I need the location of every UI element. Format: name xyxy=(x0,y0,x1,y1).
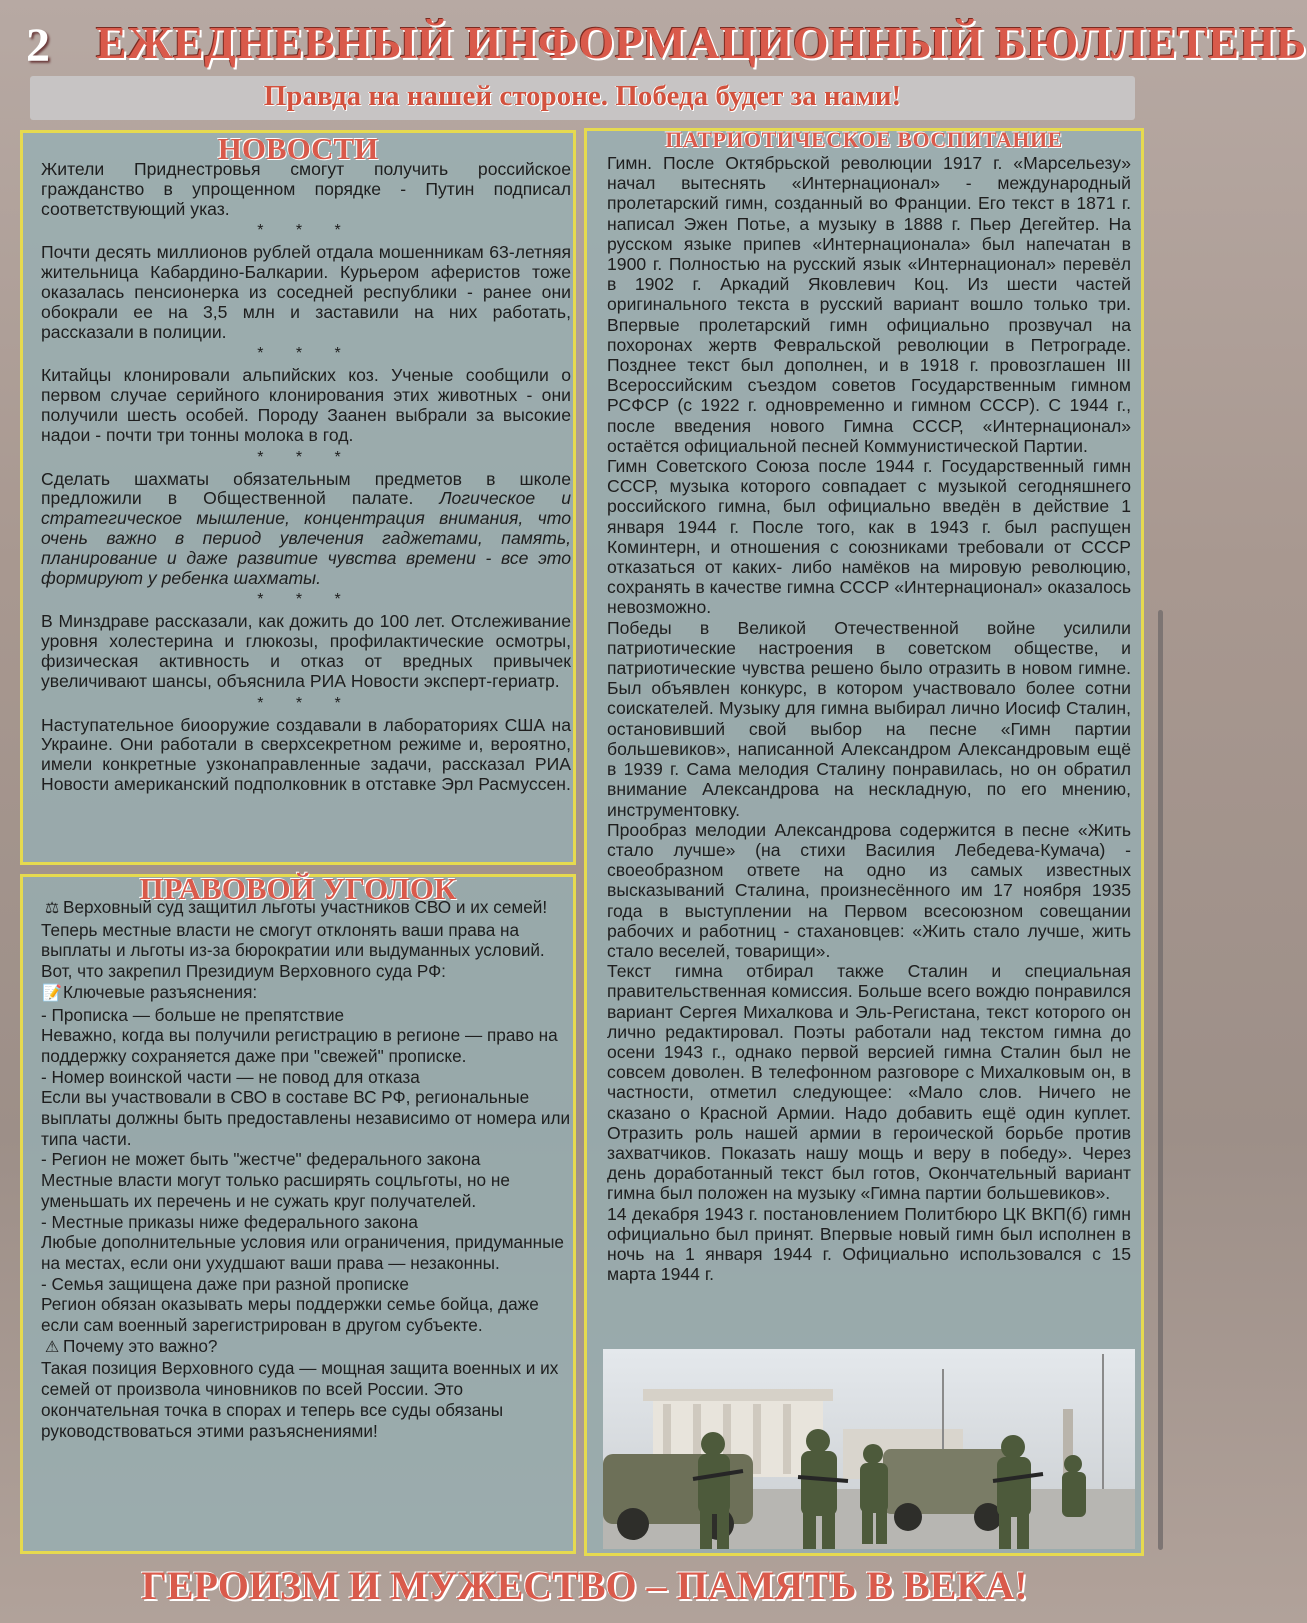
legal-line-text: Неважно, когда вы получили регистрацию в регионе — право на поддержку сохраняется даже при "свежей" прописке. xyxy=(41,1025,558,1066)
legal-line xyxy=(41,1232,571,1273)
slogan-band xyxy=(30,76,1135,120)
legal-line-text: - Номер воинской части — не повод для отказа xyxy=(41,1066,420,1087)
footer-title: ГЕРОИЗМ И МУЖЕСТВО – ПАМЯТЬ В ВЕКА! xyxy=(141,1563,1028,1608)
chess-text: Сделать шахматы обязательным предметов в школе предложили в Общественной палате. xyxy=(41,468,571,509)
chess-italic-text: Логическое и стратегическое мышление, концентрация внимания, что очень важно в период увлечения гаджетами, память, планирование и даже развитие чувства времени - все это формируют у ребенка шахматы. xyxy=(41,488,571,588)
legal-line-text: - Местные приказы ниже федерального закона xyxy=(41,1211,418,1232)
legal-line xyxy=(41,1087,571,1149)
warning-icon: ⚠ xyxy=(44,1338,60,1356)
legal-line-text: Любые дополнительные условия или ограничения, придуманные на местах, если они ухудшают ваши права — незаконны. xyxy=(41,1232,564,1273)
legal-line xyxy=(41,1358,571,1441)
bulletin-title: ЕЖЕДНЕВНЫЙ ИНФОРМАЦИОННЫЙ БЮЛЛЕТЕНЬ xyxy=(96,17,1307,68)
patriot-paragraph: 14 декабря 1943 г. постановлением Политбюро ЦК ВКП(б) гимн официально был принят. Впервые новый гимн был исполнен в ночь на 1 января 1944 г. Официально использовался с 15 марта 1944 г. xyxy=(607,1203,1131,1285)
legal-line-text: Теперь местные власти не смогут отклонять ваши права на выплаты и льготы из-за бюрократии или выдуманных условий. Вот, что закрепил Президиум Верховного суда РФ: xyxy=(41,919,545,982)
separator: * * * xyxy=(257,448,355,466)
legal-line xyxy=(41,1212,571,1233)
memo-icon: 📝 xyxy=(42,984,62,1002)
news-item: Китайцы клонировали альпийских коз. Ученые сообщили о первом случае серийного клонирования этих животных - они получили шесть особей. Породу Заанен выбрали за высокие надои - почти три тонны молока в год. xyxy=(41,365,571,445)
legal-line-text: Местные власти могут только расширять соцльготы, но не уменьшать их перечень и не сужать круг получателей. xyxy=(41,1170,510,1211)
legal-line xyxy=(41,1336,571,1359)
legal-line xyxy=(41,920,571,982)
patriot-paragraph: Гимн Советского Союза после 1944 г. Государственный гимн СССР, музыка которого совпадает с музыкой сегодняшнего российского гимна, был официально введён в действие 1 января 1944 г. После того, как в 1943 г. был распущен Коминтерн, и отношения с союзниками требовали от СССР отказаться от каких- либо намёков на мировую революцию, сохранять в качестве гимна СССР «Интернационал» оказалось невозможно. xyxy=(607,456,1131,618)
news-item: В Минздраве рассказали, как дожить до 100 лет. Отслеживание уровня холестерина и глюкозы, профилактические осмотры, физическая активность и отказ от вредных привычек увеличивают шансы, объяснила РИА Новости эксперт-гериатр. xyxy=(41,611,571,691)
legal-line xyxy=(41,1274,571,1295)
legal-line-text: Регион обязан оказывать меры поддержки семье бойца, даже если сам военный зарегистрирован в другом субъекте. xyxy=(41,1294,539,1336)
legal-line xyxy=(41,1170,571,1211)
patriot-paragraph: Победы в Великой Отечественной войне усилили патриотические настроения в советском обществе, и патриотические чувства решено было отразить в новом гимне. Был объявлен конкурс, в котором участвовало более сотни соискателей. Музыку для гимна выбирал лично Иосиф Сталин, остановивший свой выбор на песне «Гимн партии большевиков», написанной Александром Александровым ещё в 1939 г. Сама мелодия Сталину понравилась, но он обратил внимание Александрова на нескладную, по его мнению, инструментовку. xyxy=(607,617,1131,820)
legal-line-text: Ключевые разъяснения: xyxy=(63,981,258,1002)
soldiers-photo xyxy=(603,1349,1135,1549)
legal-line xyxy=(41,1067,571,1088)
scales-icon: ⚖ xyxy=(44,900,60,917)
patriot-paragraph: Текст гимна отбирал также Сталин и специальная правительственная комиссия. Больше всего вождю понравился вариант Сергея Михалкова и Эль-Регистана, текст которого он лично редактировал. Поэты работали над текстом гимна до осени 1943 г., однако первой версией гимна Сталин был не совсем доволен. В телефонном разговоре с Михалковым он, в частности, отметил следующее: «Мало слов. Ничего не сказано о Красной Армии. Надо добавить ещё один куплет. Отразить роль нашей армии в героической борьбе против захватчиков. Показать нашу мощь и веру в победу». Через день доработанный текст был готов, Окончательный вариант гимна был положен на музыку «Гимна партии большевиков». xyxy=(607,961,1131,1204)
legal-line-text: - Семья защищена даже при разной прописке xyxy=(41,1273,409,1294)
patriot-paragraph: Прообраз мелодии Александрова содержится в песне «Жить стало лучше» (на стихи Василия Лебедева-Кумача) - своеобразном ответе на одно из самых известных высказываний Сталина, произнесённого им 17 ноября 1935 года в выступлении на Первом всесоюзном совещании рабочих и работниц - стахановцев: «Жить стало лучше, жить стало веселей, товарищи». xyxy=(607,819,1131,961)
legal-panel xyxy=(20,871,576,1554)
legal-title: ПРАВОВОЙ УГОЛОК xyxy=(139,871,457,906)
patriot-panel xyxy=(584,128,1144,1556)
separator: * * * xyxy=(257,222,355,240)
patriot-title: ПАТРИОТИЧЕСКОЕ ВОСПИТАНИЕ xyxy=(665,127,1063,152)
separator: * * * xyxy=(257,694,355,712)
patriot-paragraph: Гимн. После Октябрьской революции 1917 г. «Марсельезу» начал вытеснять «Интернационал» - международный пролетарский гимн, созданный во Франции. Его текст в 1871 г. написал Эжен Потье, а музыку в 1888 г. Пьер Дегейтер. На русском языке припев «Интернационала» был напечатан в 1900 г. Полностью на русский язык «Интернационал» перевёл в 1902 г. Аркадий Яковлевич Коц. Из шести частей оригинального текста в русский вариант вошло только три. Впервые пролетарский гимн официально прозвучал на похоронах жертв Февральской революции в Петрограде. Позднее текст был дополнен, и в 1918 г. провозглашен III Всероссийским съездом советов Государственным гимном РСФСР (с 1922 г. одновременно и гимном СССР). С 1944 г., после введения нового Гимна СССР, «Интернационал» остаётся официальной песней Коммунистической Партии. xyxy=(607,153,1131,456)
news-item-chess xyxy=(41,470,571,589)
news-body xyxy=(41,160,571,795)
news-item: Наступательное биооружие создавали в лабораториях США на Украине. Они работали в сверхсекретном режиме и, вероятно, имели конкретные узконаправленные задачи, рассказал РИА Новости американский подполковник в отставке Эрл Расмуссен. xyxy=(41,714,571,794)
page-number: 2 xyxy=(26,19,50,72)
legal-line xyxy=(41,982,571,1005)
legal-line-text: Такая позиция Верховного суда — мощная защита военных и их семей от произвола чиновников по всей России. Это окончательная точка в спорах и теперь все суды обязаны руководствоваться этими разъяснениями! xyxy=(41,1358,559,1441)
legal-line-text: Верховный суд защитил льготы участников СВО и их семей! xyxy=(63,897,548,917)
slogan: Правда на нашей стороне. Победа будет за нами! xyxy=(263,80,902,112)
legal-body xyxy=(41,897,571,1441)
legal-line-text: - Прописка — больше не препятствие xyxy=(41,1004,345,1025)
patriot-body xyxy=(607,153,1131,1284)
news-item: Почти десять миллионов рублей отдала мошенникам 63-летняя жительница Кабардино-Балкарии. Курьером аферистов тоже оказалась пенсионерка из соседней республики - ранее они обокрали ее на 3,5 млн и заставили на них работать, рассказали в полиции. xyxy=(41,242,571,342)
soldiers-illustration xyxy=(603,1349,1135,1549)
legal-line-text: - Регион не может быть "жестче" федерального закона xyxy=(41,1149,481,1170)
legal-line xyxy=(41,1294,571,1335)
separator: * * * xyxy=(257,345,355,363)
scrollbar[interactable] xyxy=(1158,610,1163,1550)
legal-line xyxy=(41,1149,571,1170)
news-item: Жители Приднестровья смогут получить российское гражданство в упрощенном порядке - Путин подписал соответствующий указ. xyxy=(41,159,571,219)
separator: * * * xyxy=(257,591,355,609)
legal-line xyxy=(41,1025,571,1066)
legal-line-text: Если вы участвовали в СВО в составе ВС РФ, региональные выплаты должны быть предоставлены независимо от номера или типа части. xyxy=(41,1087,571,1149)
news-panel xyxy=(20,130,576,865)
legal-line-text: Почему это важно? xyxy=(63,1335,218,1356)
news-title: НОВОСТИ xyxy=(217,131,379,166)
legal-line xyxy=(41,897,571,920)
legal-line xyxy=(41,1005,571,1026)
